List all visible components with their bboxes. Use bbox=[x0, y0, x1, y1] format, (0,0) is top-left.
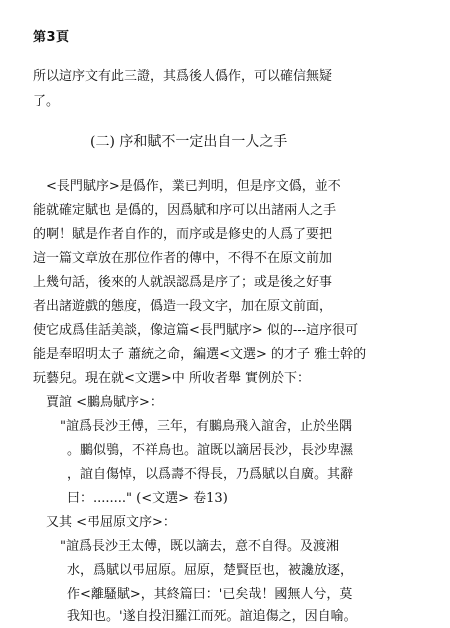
text-line: 玩藝兒。現在就<文選>中 所收者舉 實例於下： bbox=[33, 371, 311, 386]
section-heading: (二) 序和賦不一定出自一人之手 bbox=[90, 134, 288, 150]
text-line: 這一篇文章放在那位作者的傳中，不得不在原文前加 bbox=[33, 251, 333, 266]
text-line: 所以這序文有此三證，其爲後人僞作，可以確信無疑 bbox=[33, 69, 333, 84]
quote-line: 我知也。'遂自投汨羅江而死。誼追傷之，因自喻。 bbox=[67, 609, 357, 624]
text-line: 者出諸遊戲的態度，僞造一段文字，加在原文前面， bbox=[33, 299, 333, 314]
page-number: 第3頁 bbox=[33, 30, 70, 45]
text-line: 能就確定賦也 是僞的，因爲賦和序可以出諸兩人之手 bbox=[33, 203, 337, 218]
quote-line: 水，爲賦以弔屈原。屈原，楚賢臣也，被讒放逐， bbox=[67, 563, 354, 578]
quote-line: 。鵩似鴞，不祥鳥也。誼既以謫居長沙，長沙卑濕 bbox=[67, 443, 354, 458]
quote-line: 曰：........" (<文選> 卷13) bbox=[67, 491, 228, 506]
quote-line: "誼爲長沙王太傅，既以謫去，意不自得。及渡湘 bbox=[60, 539, 339, 554]
quote-line: "誼爲長沙王傅，三年，有鵩鳥飛入誼舍，止於坐隅 bbox=[60, 419, 352, 434]
example-title: 賈誼 <鵩鳥賦序>： bbox=[46, 395, 163, 410]
example-title: 又其 <弔屈原文序>： bbox=[46, 515, 176, 530]
text-line: 上幾句話，後來的人就誤認爲是序了；或是後之好事 bbox=[33, 275, 333, 290]
quote-line: ，誼自傷悼，以爲壽不得長，乃爲賦以自廣。其辭 bbox=[67, 467, 354, 482]
text-line: 能是奉昭明太子 蕭統之命，編選<文選> 的才子 雅士幹的 bbox=[33, 347, 367, 362]
text-line: 了。 bbox=[33, 94, 60, 109]
text-line: <長門賦序>是僞作，業已判明，但是序文僞，並不 bbox=[46, 179, 341, 194]
quote-line: 作<離騷賦>，其終篇曰：'已矣哉！國無人兮，莫 bbox=[67, 587, 353, 602]
text-line: 的啊！賦是作者自作的，而序或是修史的人爲了要把 bbox=[33, 227, 333, 242]
text-line: 使它成爲佳話美談，像這篇<長門賦序> 似的---這序很可 bbox=[33, 323, 359, 338]
